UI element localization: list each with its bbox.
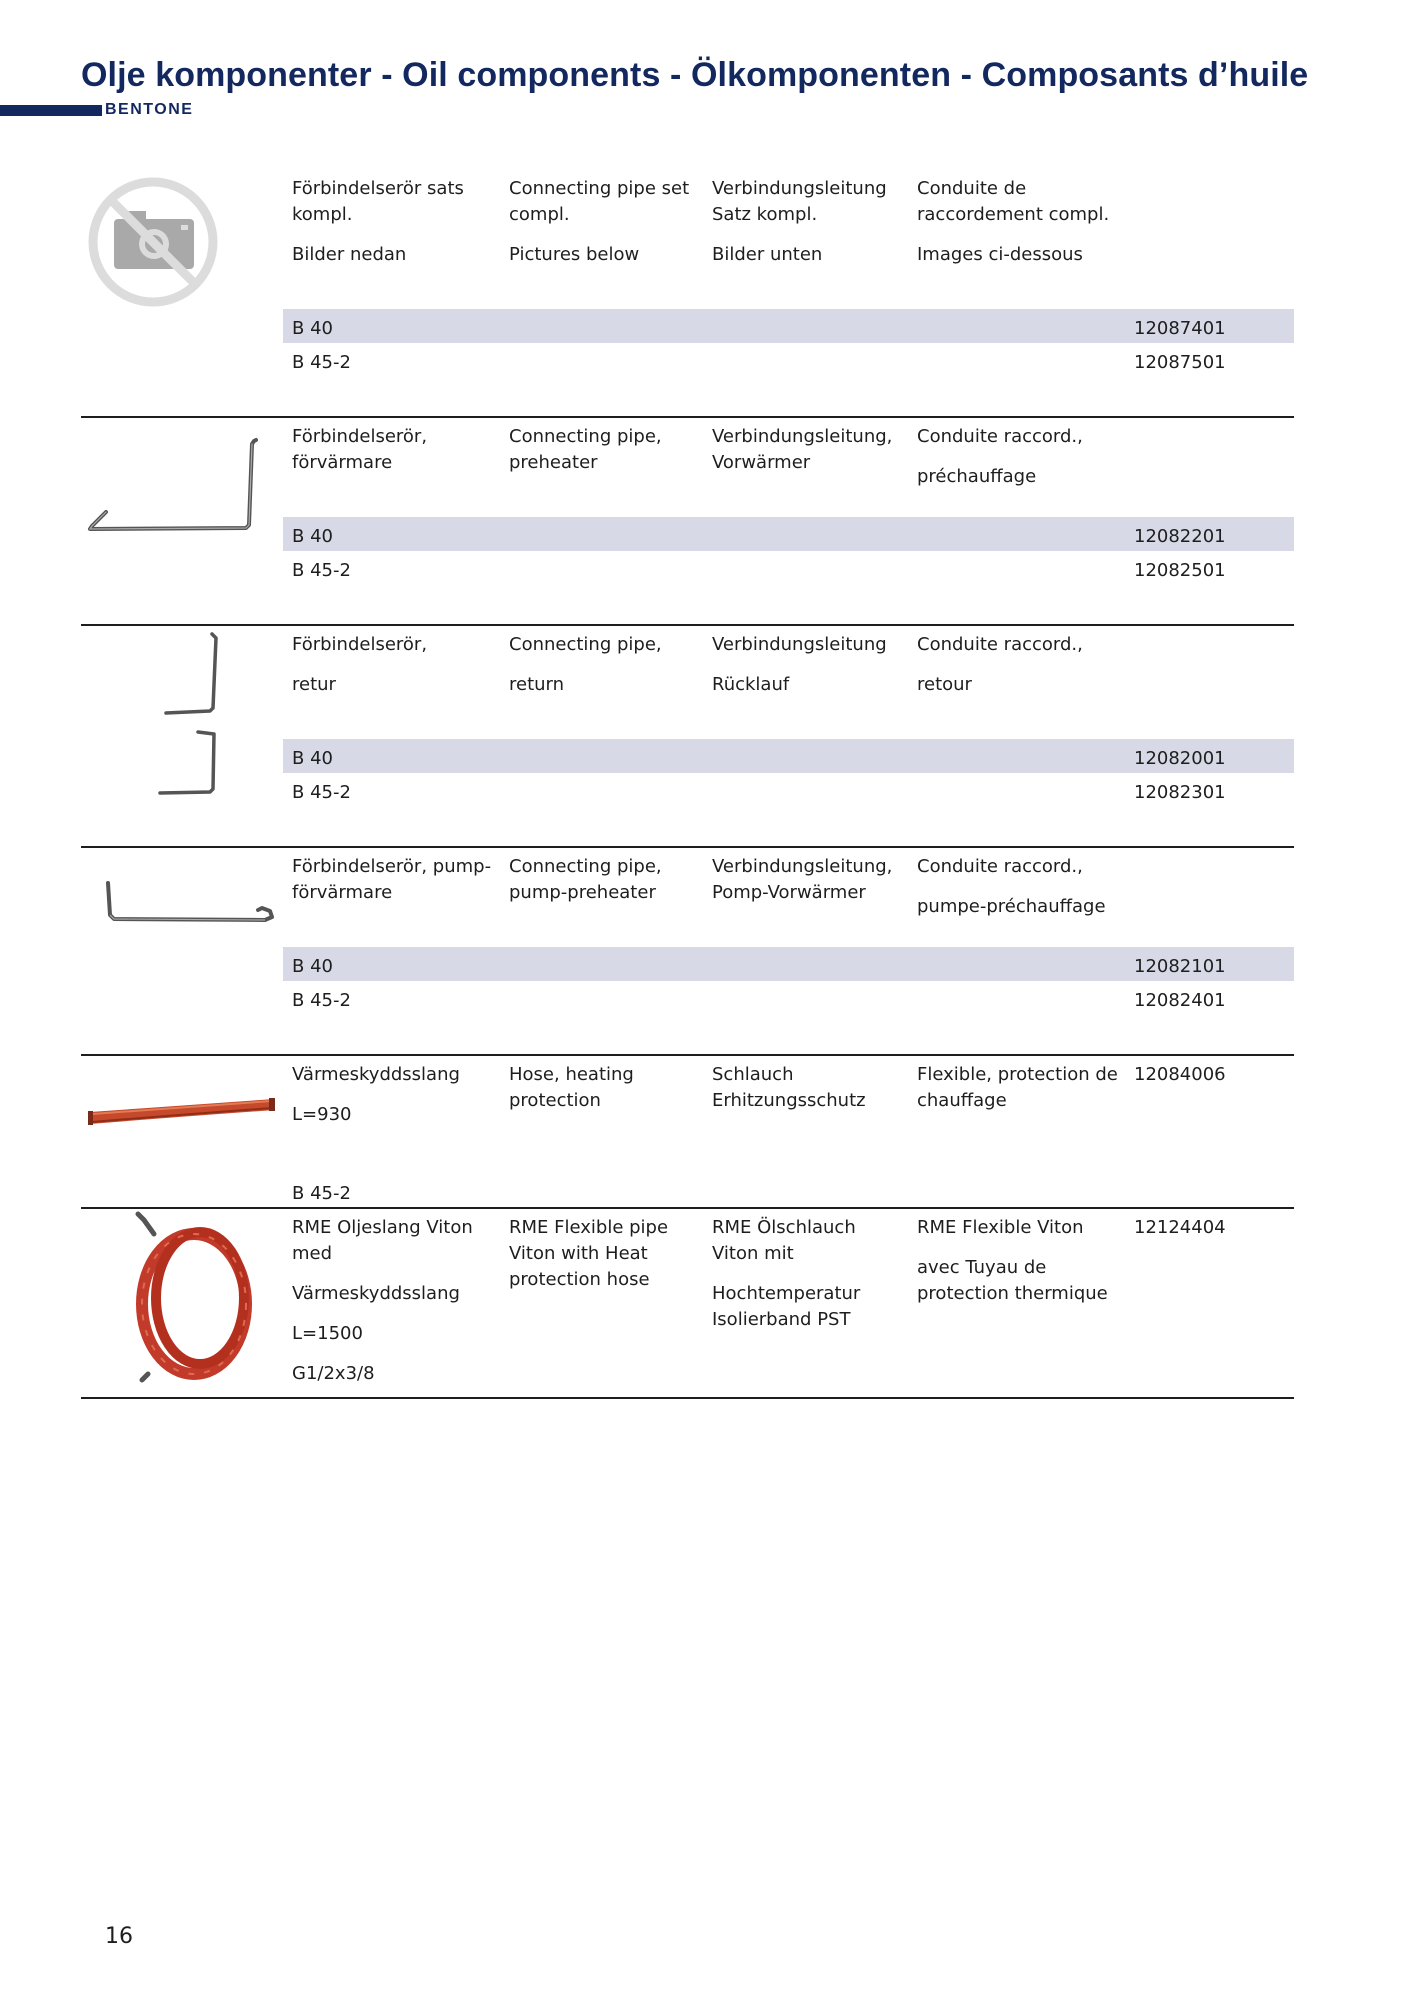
article-number: 12084006	[1134, 1064, 1226, 1085]
description-en: pump-preheater	[509, 882, 656, 903]
brand-bar	[0, 105, 102, 116]
page-title: Olje komponenter - Oil components - Ölkomponenten - Composants d’huile	[81, 56, 1309, 94]
description-de: RME Ölschlauch	[712, 1217, 856, 1238]
article-number: 12087501	[1134, 352, 1226, 373]
description-fr: Conduite de	[917, 178, 1027, 199]
description-de: Verbindungsleitung	[712, 634, 887, 655]
article-number: 12087401	[1134, 318, 1226, 339]
variant-model: B 45-2	[292, 560, 351, 581]
description-en: Connecting pipe,	[509, 634, 662, 655]
connecting-pipe-preheater-image	[86, 432, 261, 537]
variant-model: B 45-2	[292, 352, 351, 373]
description-fr: avec Tuyau de	[917, 1257, 1047, 1278]
description-de: Verbindungsleitung	[712, 178, 887, 199]
description-sv: med	[292, 1243, 333, 1264]
description-sv: Bilder nedan	[292, 244, 407, 265]
section-divider	[81, 846, 1294, 848]
article-number: 12124404	[1134, 1217, 1226, 1238]
variant-model: B 40	[292, 748, 333, 769]
description-sv: kompl.	[292, 204, 353, 225]
section-divider	[81, 1397, 1294, 1399]
description-sv: Förbindelserör, pump-	[292, 856, 492, 877]
article-number: 12082101	[1134, 956, 1226, 977]
description-de: Viton mit	[712, 1243, 794, 1264]
description-sv: Värmeskyddsslang	[292, 1064, 460, 1085]
description-de: Verbindungsleitung,	[712, 426, 893, 447]
description-sv: förvärmare	[292, 882, 393, 903]
description-en: Connecting pipe set	[509, 178, 690, 199]
variant-model: B 45-2	[292, 782, 351, 803]
description-en: protection hose	[509, 1269, 650, 1290]
description-fr: Flexible, protection de	[917, 1064, 1118, 1085]
description-de: Vorwärmer	[712, 452, 811, 473]
description-en: Viton with Heat	[509, 1243, 648, 1264]
variant-model: B 45-2	[292, 990, 351, 1011]
description-fr: retour	[917, 674, 972, 695]
description-de: Schlauch	[712, 1064, 794, 1085]
description-fr: Conduite raccord.,	[917, 634, 1083, 655]
description-sv: retur	[292, 674, 336, 695]
brand-label: BENTONE	[105, 101, 194, 118]
description-sv: L=1500	[292, 1323, 363, 1344]
description-de: Bilder unten	[712, 244, 823, 265]
section-divider	[81, 416, 1294, 418]
page-number: 16	[105, 1924, 133, 1949]
description-sv: Värmeskyddsslang	[292, 1283, 460, 1304]
description-sv: L=930	[292, 1104, 352, 1125]
description-en: compl.	[509, 204, 570, 225]
description-fr: protection thermique	[917, 1283, 1108, 1304]
description-fr: Conduite raccord.,	[917, 856, 1083, 877]
description-fr: Images ci-dessous	[917, 244, 1083, 265]
section-divider	[81, 624, 1294, 626]
article-number: 12082401	[1134, 990, 1226, 1011]
description-sv: RME Oljeslang Viton	[292, 1217, 473, 1238]
rme-oil-hose-coil-image	[128, 1210, 263, 1386]
description-en: Connecting pipe,	[509, 856, 662, 877]
description-de: Verbindungsleitung,	[712, 856, 893, 877]
description-en: Pictures below	[509, 244, 640, 265]
description-sv: G1/2x3/8	[292, 1363, 375, 1384]
variant-model: B 40	[292, 526, 333, 547]
description-fr: Conduite raccord.,	[917, 426, 1083, 447]
description-sv: Förbindelserör sats	[292, 178, 464, 199]
description-sv: Förbindelserör,	[292, 426, 428, 447]
article-number: 12082301	[1134, 782, 1226, 803]
variant-model: B 45-2	[292, 1183, 351, 1204]
variant-model: B 40	[292, 956, 333, 977]
description-en: Connecting pipe,	[509, 426, 662, 447]
description-sv: Förbindelserör,	[292, 634, 428, 655]
description-fr: RME Flexible Viton	[917, 1217, 1084, 1238]
description-fr: raccordement compl.	[917, 204, 1110, 225]
description-de: Isolierband PST	[712, 1309, 851, 1330]
section-divider	[81, 1207, 1294, 1209]
description-en: protection	[509, 1090, 601, 1111]
article-number: 12082001	[1134, 748, 1226, 769]
section-divider	[81, 1054, 1294, 1056]
description-fr: pumpe-préchauffage	[917, 896, 1106, 917]
description-de: Rücklauf	[712, 674, 790, 695]
variant-model: B 40	[292, 318, 333, 339]
connecting-pipe-pump-preheater-image	[100, 875, 280, 940]
article-number: 12082201	[1134, 526, 1226, 547]
description-de: Hochtemperatur	[712, 1283, 861, 1304]
description-de: Erhitzungsschutz	[712, 1090, 866, 1111]
description-en: return	[509, 674, 565, 695]
article-number: 12082501	[1134, 560, 1226, 581]
description-de: Pomp-Vorwärmer	[712, 882, 866, 903]
description-de: Satz kompl.	[712, 204, 818, 225]
description-fr: préchauffage	[917, 466, 1037, 487]
no-image-placeholder-icon	[86, 175, 220, 309]
description-en: Hose, heating	[509, 1064, 634, 1085]
connecting-pipe-return-image	[150, 630, 230, 800]
description-en: RME Flexible pipe	[509, 1217, 669, 1238]
description-en: preheater	[509, 452, 598, 473]
description-sv: förvärmare	[292, 452, 393, 473]
description-fr: chauffage	[917, 1090, 1007, 1111]
heat-protection-hose-image	[86, 1088, 278, 1133]
